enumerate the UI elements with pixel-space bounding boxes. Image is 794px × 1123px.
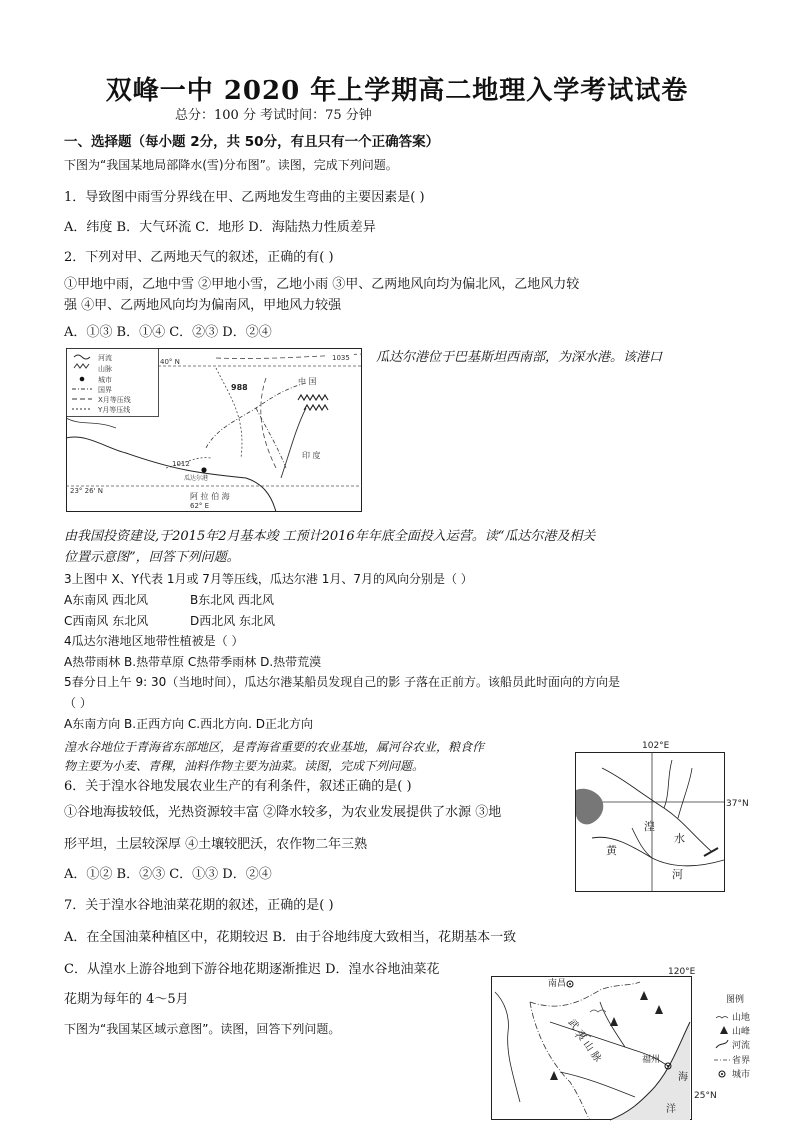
q1-stem: 1．导致图中雨雪分界线在甲、乙两地发生弯曲的主要因素是( ) xyxy=(64,190,425,205)
q2-line2: 强 ④甲、乙两地风向均为偏南风，甲地风力较强 xyxy=(64,298,342,313)
map-lat-37: 37°N xyxy=(726,799,749,809)
label-india: 印 度 xyxy=(302,451,321,460)
q7-line3: 花期为每年的 4～5月 xyxy=(64,992,189,1007)
q2-line1: ①甲地中雨，乙地中雪 ②甲地小雪，乙地小雨 ③甲、乙两地风向均为偏北风，乙地风力较 xyxy=(64,277,580,292)
legend-city: 城市 xyxy=(732,1070,751,1080)
huangshui-map xyxy=(572,738,750,894)
label-gwadar: 瓜达尔港 xyxy=(184,475,209,482)
q1-options: A．纬度 B．大气环流 C．地形 D．海陆热力性质差异 xyxy=(64,220,376,235)
legend-river: 河流 xyxy=(732,1041,751,1051)
label-china: 中 国 xyxy=(298,377,317,386)
legend-city: 城市 xyxy=(98,376,112,384)
legend-mountains: 山地 xyxy=(732,1013,751,1023)
huangshui-intro-1: 湟水谷地位于青海省东部地区，是青海省重要的农业基地，属河谷农业，粮食作 xyxy=(64,740,485,754)
q3-option-b: B东北风 西北风 xyxy=(190,593,275,607)
lat-23: 23° 26' N xyxy=(70,487,103,495)
legend-mountain: 山脉 xyxy=(98,365,112,373)
page-title: 双峰一中 2020 年上学期高二地理入学考试试卷 xyxy=(105,76,689,106)
q5-stem: 5春分日上午 9: 30（当地时间），瓜达尔港某船员发现自己的影 子落在正前方。该船员此时面向的方向是 xyxy=(64,675,621,689)
legend-peak: 山峰 xyxy=(732,1027,751,1037)
legend-title: 图例 xyxy=(726,995,745,1005)
q5-options: A东南方向 B.正西方向 C.西北方向. D正北方向 xyxy=(64,717,313,731)
legend-y-isobar: Y月等压线 xyxy=(98,406,131,414)
isobar-1035: 1035 xyxy=(332,354,350,362)
gwadar-text-line2: 由我国投资建设,于2015年2月基本竣 工预计2016年年底全面投入运营。读“瓜达尔港及相关 xyxy=(64,529,596,544)
q2-options: A．①③ B．①④ C．②③ D．②④ xyxy=(64,325,272,340)
gwadar-map xyxy=(66,348,362,512)
q2-stem: 2．下列对甲、乙两地天气的叙述，正确的有( ) xyxy=(64,250,334,265)
city-nanchang: 南昌 xyxy=(548,979,567,989)
label-huang2: 黄 xyxy=(606,844,617,857)
region-map xyxy=(490,962,770,1122)
lon-62: 62° E xyxy=(190,502,210,510)
label-he: 河 xyxy=(672,868,683,881)
q6-options: A．①② B．②③ C．①③ D．②④ xyxy=(64,867,272,882)
legend-border: 省界 xyxy=(732,1056,751,1066)
legend-border: 国界 xyxy=(98,386,112,394)
intro-text: 下图为“我国某地局部降水(雪)分布图”。读图，完成下列问题。 xyxy=(64,158,398,172)
q3-stem: 3上图中 X、Y代表 1月或 7月等压线，瓜达尔港 1月、7月的风向分别是（ ） xyxy=(64,572,473,586)
gwadar-text-line3: 位置示意图”，回答下列问题。 xyxy=(64,550,240,565)
q6-line1: ①谷地海拔较低，光热资源较丰富 ②降水较多，为农业发展提供了水源 ③地 xyxy=(64,805,502,820)
map-lon-102: 102°E xyxy=(642,741,670,751)
city-fuzhou: 福州 xyxy=(642,1055,661,1065)
label-yang: 洋 xyxy=(666,1104,676,1115)
label-wuyi: 武 夷 山 脉 xyxy=(565,1017,603,1065)
map-lon-120: 120°E xyxy=(668,967,696,977)
q5-paren: （ ） xyxy=(64,696,92,710)
q6-stem: 6．关于湟水谷地发展农业生产的有利条件，叙述正确的是( ) xyxy=(64,779,412,794)
exam-meta: 总分：100 分 考试时间：75 分钟 xyxy=(175,108,372,123)
q3-option-d: D西北风 东北风 xyxy=(190,614,276,628)
q7-line2: C．从湟水上游谷地到下游谷地花期逐渐推迟 D．湟水谷地油菜花 xyxy=(64,962,440,977)
lat-40: 40° N xyxy=(160,358,180,366)
gwadar-text-right: 瓜达尔港位于巴基斯坦西南部，为深水港。该港口 xyxy=(376,350,663,365)
q7-stem: 7．关于湟水谷地油菜花期的叙述，正确的是( ) xyxy=(64,898,334,913)
huangshui-intro-2: 物主要为小麦、青稞，油料作物主要为油菜。读图，完成下列问题。 xyxy=(64,759,425,773)
label-shui: 水 xyxy=(674,832,685,845)
label-huang: 湟 xyxy=(644,820,655,833)
q6-line2: 形平坦，土层较深厚 ④土壤较肥沃，农作物二年三熟 xyxy=(64,837,368,852)
legend-river: 河流 xyxy=(98,354,112,362)
legend-x-isobar: X月等压线 xyxy=(98,396,131,404)
isobar-988: 988 xyxy=(231,383,248,392)
map-lat-25: 25°N xyxy=(694,1091,717,1101)
q3-option-c: C西南风 东北风 xyxy=(64,614,149,628)
q4-stem: 4瓜达尔港地区地带性植被是（ ） xyxy=(64,634,244,648)
q7-line1: A．在全国油菜种植区中，花期较迟 B．由于谷地纬度大致相当，花期基本一致 xyxy=(64,930,517,945)
section-heading: 一、选择题（每小题 2分，共 50分，有且只有一个正确答案） xyxy=(64,134,440,150)
q4-options: A热带雨林 B.热带草原 C热带季雨林 D.热带荒漠 xyxy=(64,655,322,669)
label-arabian-sea: 阿 拉 伯 海 xyxy=(190,492,230,501)
isobar-1012: 1012 xyxy=(172,460,190,468)
q3-option-a: A东南风 西北风 xyxy=(64,593,149,607)
outro-text: 下图为“我国某区域示意图”。读图，回答下列问题。 xyxy=(64,1022,341,1036)
label-hai: 海 xyxy=(678,1072,688,1083)
